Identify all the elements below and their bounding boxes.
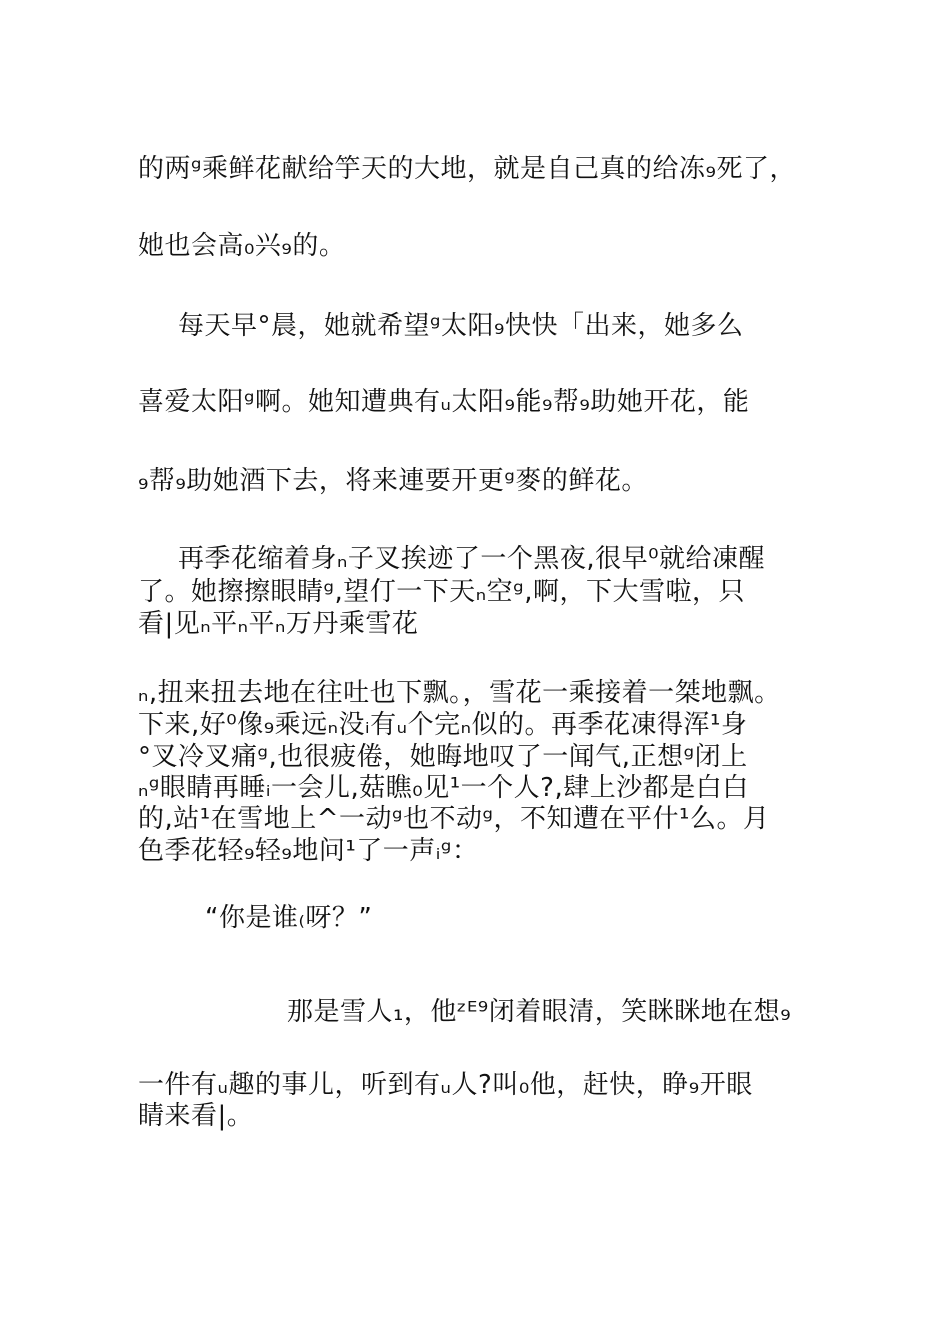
text-line-3: 每天早°晨，她就希望ᵍ太阳₉快快「出来，她多么	[178, 311, 744, 341]
text-line-15: “你是谁₍呀？”	[205, 903, 373, 933]
text-line-1: 的两ᵍ乘鲜花献给竽天的大地，就是自己真的给冻₉死了，	[138, 154, 796, 184]
text-line-9: ₙ,扭来扭去地在往吐也下飘。，雪花一乘接着一桀地飘。	[138, 678, 781, 708]
text-line-11: °叉冷叉痛ᵍ,也很疲倦，她晦地叹了一闻气,正想ᵍ闭上	[138, 742, 748, 772]
text-line-5: ₉帮₉助她酒下去，将来連要开更ᵍ麥的鲜花。	[138, 466, 648, 496]
text-line-6: 再季花缩着身ₙ子叉挨迹了一个黑夜,很早⁰就给凍醒	[178, 544, 766, 574]
text-line-2: 她也会高₀兴₉的。	[138, 231, 346, 261]
text-line-12: ₙᵍ眼睛再睡ᵢ一会儿,菇瞧₀见¹一个人?,肆上沙都是白白	[138, 773, 749, 803]
text-line-7: 了。她擦擦眼睛ᵍ,望仃一下天ₙ空ᵍ,啊，下大雪啦，只	[138, 577, 745, 607]
text-line-13: 的,站¹在雪地上^一动ᵍ也不动ᵍ，不知遭在平什¹么。月	[138, 804, 770, 834]
text-line-18: 睛来看|。	[138, 1101, 254, 1131]
text-line-17: 一件有ᵤ趣的事儿，听到有ᵤ人?叫₀他，赶快，睁₉开眼	[138, 1070, 753, 1100]
text-line-14: 色季花轻₉轻₉地问¹了一声ᵢᵍ：	[138, 836, 479, 866]
text-line-16: 那是雪人₁，他ᶻᴱ⁹闭着眼清，笑眯眯地在想₉	[287, 997, 792, 1027]
text-line-10: 下来,好⁰像₉乘远ₙ没ᵢ有ᵤ个完ₙ似的。再季花凍得浑¹身	[138, 710, 748, 740]
text-line-8: 看|见ₙ平ₙ平ₙ万丹乘雪花	[138, 609, 419, 639]
text-line-4: 喜爱太阳ᵍ啊。她知遭典有ᵤ太阳₉能₉帮₉助她开花，能	[138, 387, 750, 417]
